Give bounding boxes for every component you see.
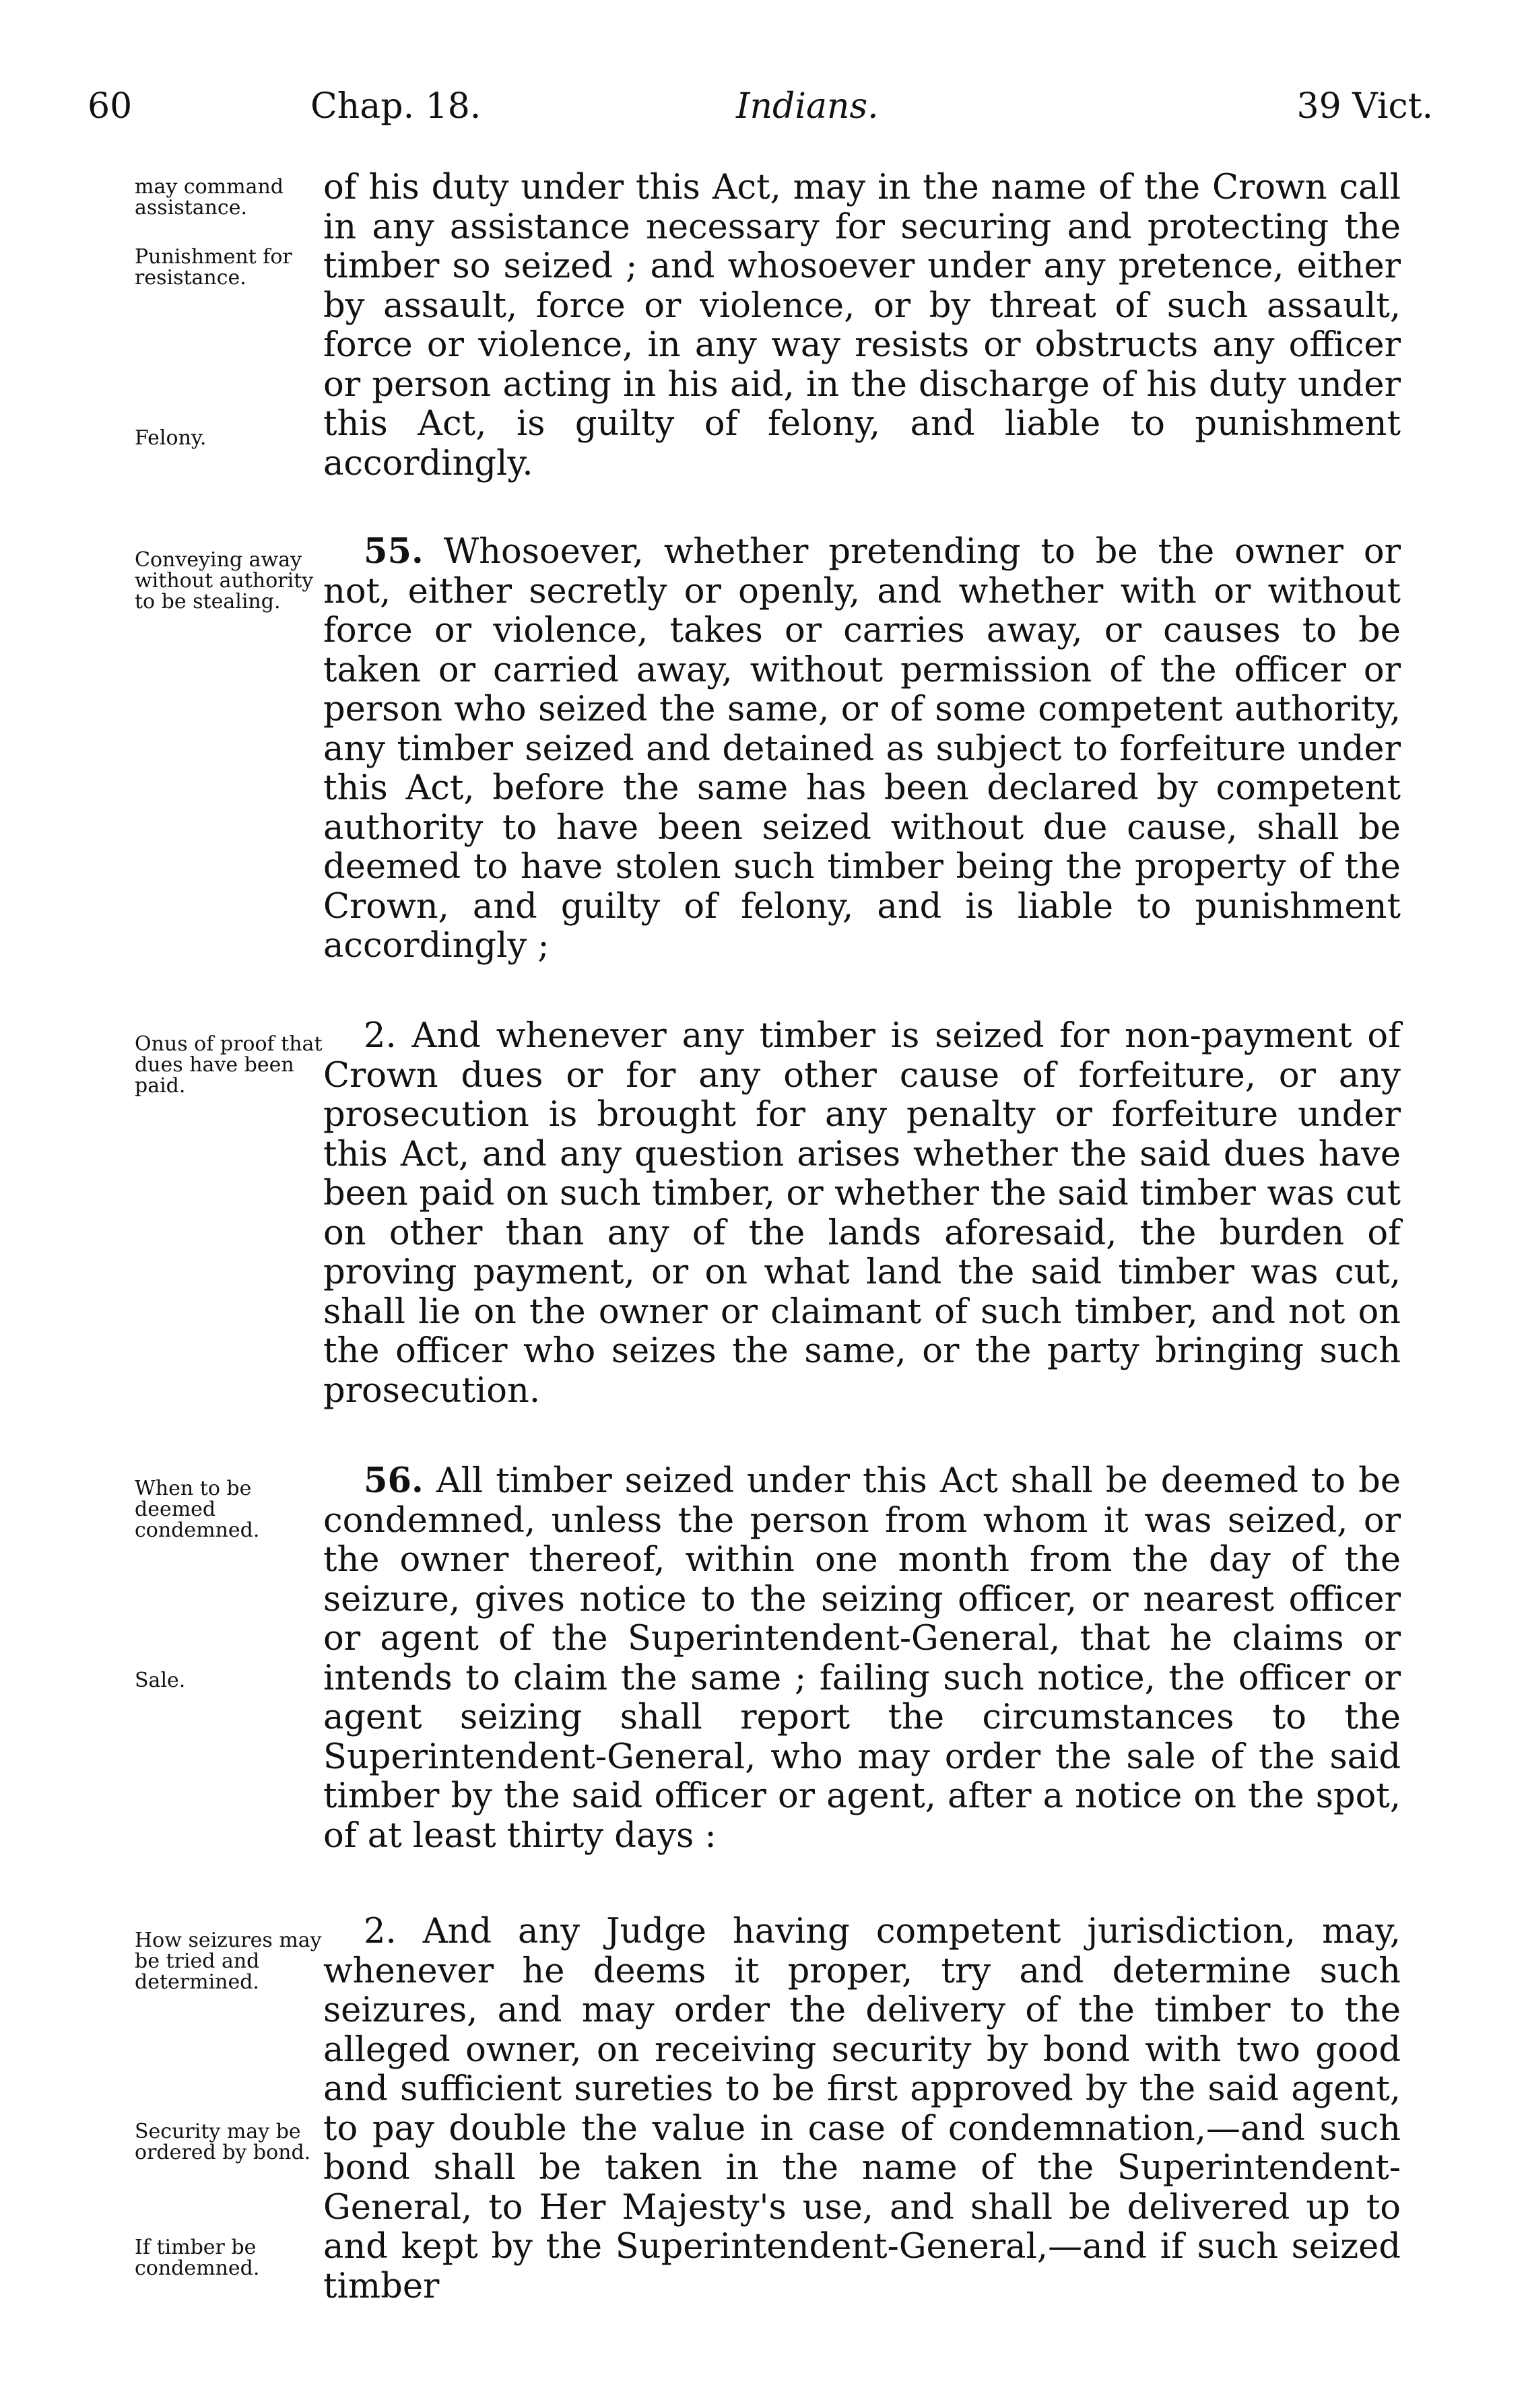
paragraph-text: 2. And whenever any timber is seized for non-payment of Crown dues or for any other cause of forfeiture, or any prosecution is brought for any penalty or forfeiture under this Act, and any question arises whether the said dues have been paid on such timber, or whether the said timber was cut on other than any of the lands aforesaid, the burden of proving payment, or on what land the said timber was cut, shall lie on the owner or claimant of such timber, and not on the officer who seizes the same, or the party bringing such prosecution. — [323, 1016, 1401, 1411]
margin-note: How seizures may be tried and determined. — [135, 1929, 322, 1994]
paragraph-text: 2. And any Judge having competent jurisdiction, may, whenever he deems it proper, try and determine such seizures, and may order the delivery of the timber to the alleged owner, on receiving security by bond with two good and sufficient sureties to be first approved by the said agent, to pay double the value in case of condemnation,—and such bond shall be taken in the name of the Superintendent-General, to Her Majesty's use, and shall be delivered up to and kept by the Superintendent-General,—and if such seized timber — [323, 1912, 1401, 2306]
margin-note: When to be deemed condemned. — [135, 1477, 260, 1542]
regnal-year: 39 Vict. — [1296, 86, 1433, 127]
paragraph — [323, 168, 1401, 483]
section-number: 55. — [364, 531, 424, 572]
chapter-label: Chap. 18. — [310, 86, 482, 127]
margin-note: Punishment for resistance. — [135, 245, 292, 290]
page-number: 60 — [88, 86, 133, 127]
section-number: 56. — [364, 1461, 424, 1501]
margin-note: Onus of proof that dues have been paid. — [135, 1032, 323, 1098]
paragraph-text: Whosoever, whether pretending to be the owner or not, either secretly or openly, and whether with or without force or violence, takes or carries away, or causes to be taken or carried away, without permission of the officer or person who seized the same, or of some competent authority, any timber seized and detained as subject to forfeiture under this Act, before the same has been declared by competent authority to have been seized without due cause, shall be deemed to have stolen such timber being the property of the Crown, and guilty of felony, and is liable to punishment accordingly ; — [323, 532, 1401, 966]
paragraph-text: of his duty under this Act, may in the name of the Crown call in any assistance necessary for securing and protecting the timber so seized ; and whosoever under any pretence, either by assault, force or violence, or by threat of such assault, force or violence, in any way resists or obstructs any officer or person acting in his aid, in the discharge of his duty under this Act, is guilty of felony, and liable to punishment accordingly. — [323, 168, 1401, 483]
margin-note: Sale. — [135, 1669, 186, 1692]
margin-note: Security may be ordered by bond. — [135, 2120, 311, 2164]
paragraph — [323, 1912, 1401, 2306]
section-56 — [323, 1461, 1401, 1856]
margin-note: If timber be condemned. — [135, 2236, 260, 2280]
page-title: Indians. — [736, 86, 879, 127]
paragraph-text: All timber seized under this Act shall be deemed to be condemned, unless the person from whom it was seized, or the owner thereof, within one month from the day of the seizure, gives notice to the seizing officer, or nearest officer or agent of the Superintendent-General, that he claims or intends to claim the same ; failing such notice, the officer or agent seizing shall report the circumstances to the Superintendent-General, who may order the sale of the said timber by the said officer or agent, after a notice on the spot, of at least thirty days : — [323, 1461, 1401, 1856]
running-header — [79, 86, 1433, 147]
margin-note: may command assistance. — [135, 175, 284, 220]
margin-note: Conveying away without authority to be stealing. — [135, 548, 314, 613]
margin-note: Felony. — [135, 426, 207, 450]
section-55 — [323, 532, 1401, 966]
paragraph — [323, 1017, 1401, 1411]
